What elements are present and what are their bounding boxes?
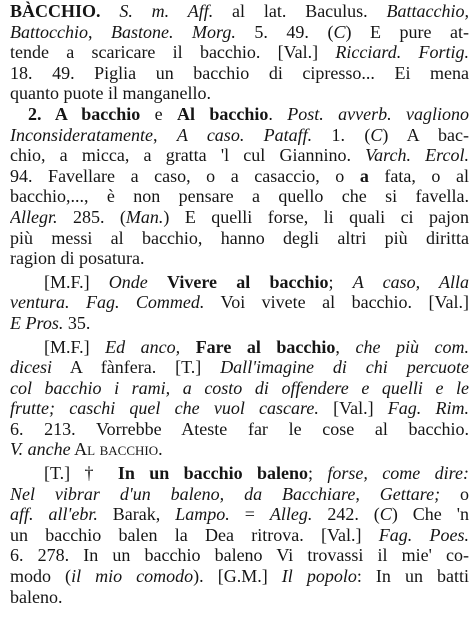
text-line [10,104,469,125]
text-run: 6. 213. Vorrebbe Ateste far le cose al bacchio. [10,418,469,439]
text-run: [T.] † [44,463,118,484]
text-line [10,504,469,525]
headword: 2. A bacchio [28,103,141,124]
text-run: , [335,336,356,357]
text-line [10,378,469,399]
text-line [10,83,469,104]
text-run: 285. ( [57,206,126,227]
italic-text: A caso. Pataff. [176,124,313,145]
text-line [10,166,469,187]
italic-text: A caso, Alla [352,271,469,292]
text-run: ) E pure at- [345,21,469,42]
italic-text: ventura. Fag. Commed. [10,292,205,313]
italic-text: Nel vibrar d'un baleno, da Bacchiare, Gettare; [10,483,441,504]
italic-text: Onde [108,271,168,292]
text-line [10,419,469,440]
italic-text: C [333,21,346,42]
italic-text: Fag. Rim. [387,398,469,419]
text-run: o [440,483,469,504]
italic-text: Man. [125,206,164,227]
text-line [10,545,469,566]
italic-text: C [379,504,392,525]
text-run: 94. Favellare a caso, o a casaccio, o [10,165,360,186]
italic-text: Inconsideratamente [10,124,153,145]
headword: Fare al bacchio [195,336,336,357]
text-line [10,228,469,249]
text-line [10,248,469,269]
text-run: 6. 278. In un bacchio baleno Vi trovassi il mie' co- [10,545,469,566]
text-run: un bacchio balen la Dea ritrova. [Val.] [10,524,379,545]
text-line [10,337,469,358]
text-run: Voi vivete al bacchio. [Val.] [204,292,469,313]
italic-text: Ed anco, [105,336,196,357]
text-run: ) A bac- [382,124,469,145]
text-run: più messi al bacchio, hanno degli altri più diritta [10,227,469,248]
italic-text: Lampo. [175,504,230,525]
text-line [10,272,469,293]
text-line [10,587,469,608]
italic-text: Allegr. [10,206,58,227]
italic-text: S. m. Aff. [100,1,214,21]
text-line [10,145,469,166]
text-run: , [152,124,177,145]
text-line [10,566,469,587]
italic-text: V. anche [10,439,71,460]
text-run: 1. ( [312,124,371,145]
text-run: tende a scaricare il bacchio. [Val.] [10,42,336,63]
headword: a [359,165,369,186]
text-run: Barak, [97,504,176,525]
italic-text: Dall'imagine di chi percuote [220,357,469,378]
text-run: A fànfera. [T.] [52,357,221,378]
text-line [10,63,469,84]
text-line [10,186,469,207]
italic-text: C [370,124,383,145]
text-line [10,207,469,228]
italic-text: col bacchio i rami, a costo di offendere e quelli e le [10,377,469,398]
text-run: . [268,103,288,124]
italic-text: forse, come dire: [327,463,469,484]
text-line [10,484,469,505]
headword: Vivere al bacchio [167,271,329,292]
text-run: [Val.] [318,398,388,419]
text-run: fata, o al [368,165,469,186]
text-line [10,1,469,22]
italic-text: Ricciard. Fortig. [335,42,469,63]
italic-text: E Pros. [10,312,64,333]
text-run: 5. 49. ( [235,21,334,42]
text-run: modo ( [10,566,72,587]
text-run: baleno. [10,586,63,607]
text-line [10,292,469,313]
text-run: 242. ( [312,504,380,525]
text-run: ) E quelli forse, li quali ci pajon [163,206,469,227]
text-run: , [87,21,112,42]
text-line [10,357,469,378]
text-run: ; [308,463,328,484]
text-line [10,525,469,546]
italic-text: Battocchio [10,21,88,42]
italic-text: frutte; caschi quel che vuol cascare. [10,398,319,419]
text-run: ) Che 'n [391,504,469,525]
italic-text: il mio comodo [71,566,194,587]
text-line [10,463,469,484]
text-run: [M.F.] [44,271,109,292]
text-run: ; [328,271,353,292]
text-line [10,22,469,43]
italic-text: dicesi [10,357,52,378]
text-line [10,42,469,63]
text-run: quanto puote il manganello. [10,83,211,104]
headword: Al bacchio [177,103,269,124]
italic-text: Bastone. Morg. [111,21,236,42]
text-run: = [229,504,270,525]
italic-text: Post. avverb. vagliono [287,103,469,124]
text-run: ). [G.M.] [193,566,282,587]
italic-text: Varch. Ercol. [365,145,469,166]
italic-text: Battacchio, [386,1,469,21]
text-run: [M.F.] [44,336,106,357]
entry-bacchio [10,1,469,607]
italic-text: Fag. Poes. [378,524,469,545]
text-run: : In un batti [356,566,469,587]
headword: In un bacchio baleno [117,463,309,484]
text-run: ragion di posatura. [10,248,145,269]
text-line [10,439,469,460]
text-run: e [140,103,178,124]
headword: BÀCCHIO. [10,1,101,21]
text-run: Al bacchio. [70,439,163,460]
text-line [10,398,469,419]
text-run: 18. 49. Piglia un bacchio di cipresso... Ei mena [10,62,469,83]
text-run: al lat. Baculus. [213,1,387,21]
text-run: chio, a micca, a gratta 'l cul Giannino. [10,145,366,166]
text-run: 35. [63,312,91,333]
italic-text: Alleg. [269,504,313,525]
italic-text: Il popolo [281,566,357,587]
italic-text: che più com. [355,336,469,357]
text-line [10,125,469,146]
text-line [10,313,469,334]
italic-text: aff. all'ebr. [10,504,98,525]
text-run: bacchio,..., è non pensare a quello che si favella. [10,186,469,207]
